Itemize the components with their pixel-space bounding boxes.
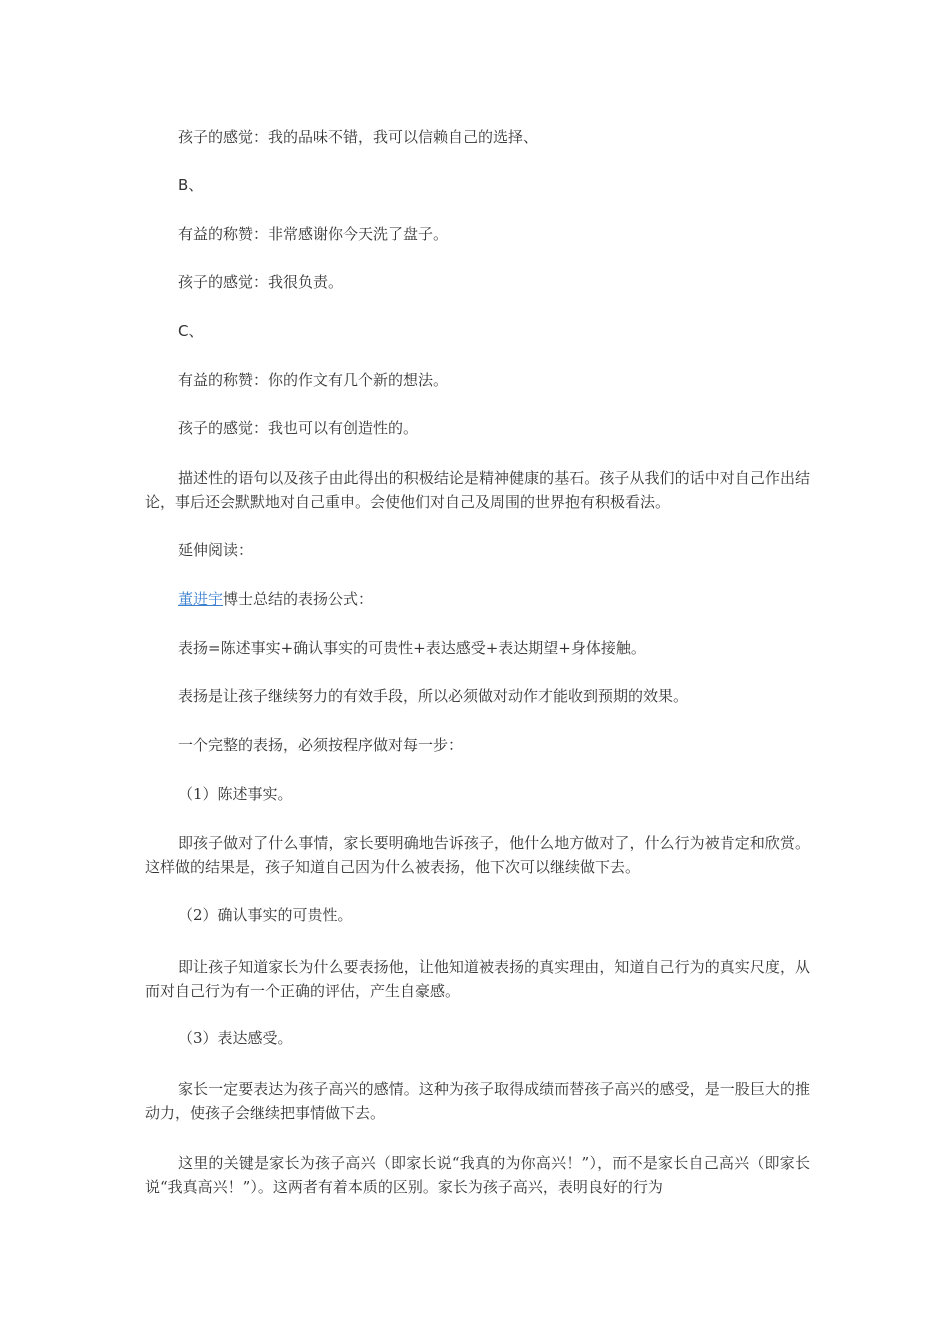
section-label-c: C、 [178,322,204,340]
step-heading-3: （3）表达感受。 [178,1029,293,1047]
step-heading-2: （2）确认事实的可贵性。 [178,906,353,924]
paragraph: 延伸阅读： [178,541,254,559]
paragraph [145,587,810,611]
paragraph-text: 博士总结的表扬公式： [223,590,374,608]
section-label-b: B、 [178,176,204,194]
paragraph: 有益的称赞：非常感谢你今天洗了盘子。 [178,225,449,243]
paragraph: 即让孩子知道家长为什么要表扬他，让他知道被表扬的真实理由，知道自己行为的真实尺度，从而对自己行为有一个正确的评估，产生自豪感。 [145,958,810,1000]
paragraph: 即孩子做对了什么事情，家长要明确地告诉孩子，他什么地方做对了，什么行为被肯定和欣赏。这样做的结果是，孩子知道自己因为什么被表扬，他下次可以继续做下去。 [145,834,810,876]
paragraph: 有益的称赞：你的作文有几个新的想法。 [178,371,449,389]
author-link[interactable]: 董进宇 [178,590,224,608]
paragraph: 孩子的感觉：我也可以有创造性的。 [178,419,419,437]
paragraph: 孩子的感觉：我的品味不错，我可以信赖自己的选择、 [178,128,539,146]
paragraph: 孩子的感觉：我很负责。 [178,273,344,291]
paragraph: 描述性的语句以及孩子由此得出的积极结论是精神健康的基石。孩子从我们的话中对自己作出结论，事后还会默默地对自己重申。会使他们对自己及周围的世界抱有积极看法。 [145,469,810,511]
paragraph: 这里的关键是家长为孩子高兴（即家长说“我真的为你高兴！”），而不是家长自己高兴（即家长说“我真高兴！”）。这两者有着本质的区别。家长为孩子高兴，表明良好的行为 [145,1154,810,1196]
paragraph: 表扬是让孩子继续努力的有效手段，所以必须做对动作才能收到预期的效果。 [178,687,689,705]
paragraph: 一个完整的表扬，必须按程序做对每一步： [178,736,464,754]
step-heading-1: （1）陈述事实。 [178,785,293,803]
formula-paragraph: 表扬=陈述事实+确认事实的可贵性+表达感受+表达期望+身体接触。 [178,639,646,657]
paragraph: 家长一定要表达为孩子高兴的感情。这种为孩子取得成绩而替孩子高兴的感受，是一股巨大的推动力，使孩子会继续把事情做下去。 [145,1080,810,1122]
